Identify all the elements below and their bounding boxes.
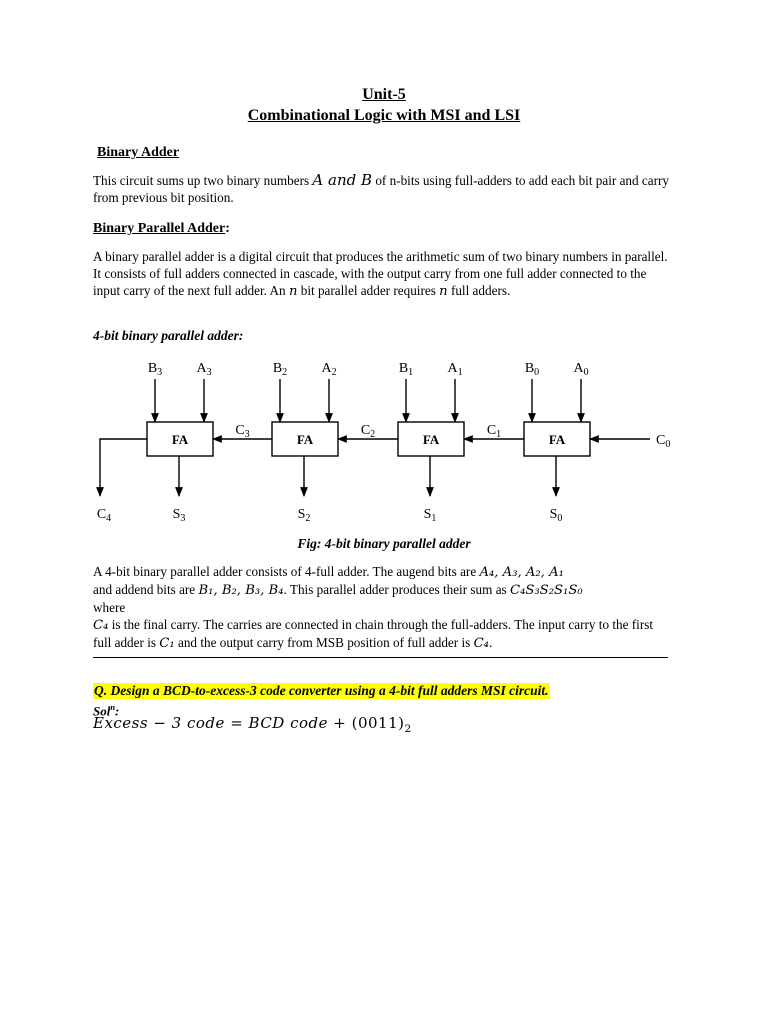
- desc-text-3: . This parallel adder produces their sum as: [283, 582, 510, 597]
- parallel-adder-text-3: full adders.: [447, 283, 511, 298]
- desc-text-2: and addend bits are: [93, 582, 199, 597]
- eq-left: Excess − 3 code: [93, 714, 225, 732]
- full-adder-label: FA: [422, 432, 440, 447]
- input-b-label: $B_1$: [398, 361, 414, 378]
- eq-right: BCD code: [248, 714, 329, 732]
- desc-sum: C₄S₃S₂S₁S₀: [509, 583, 583, 598]
- carry-in-label: $C_0$: [656, 433, 671, 450]
- horizontal-divider: [93, 657, 668, 658]
- excess3-equation: [93, 714, 412, 735]
- parallel-adder-text-2: bit parallel adder requires: [297, 283, 440, 298]
- full-adder-label: FA: [296, 432, 314, 447]
- input-b-label: $B_0$: [524, 361, 540, 378]
- eq-subscript: 2: [404, 723, 412, 735]
- eq-plus: + (0011): [328, 714, 405, 732]
- input-b-label: $B_3$: [147, 361, 163, 378]
- desc-text-7: .: [488, 635, 493, 650]
- full-adder-label: FA: [548, 432, 566, 447]
- desc-text-6: and the output carry from MSB position of full adder is: [174, 635, 474, 650]
- carry-out-label: $C_4$: [96, 507, 112, 524]
- desc-text-4: where: [93, 600, 126, 615]
- desc-c1: C₁: [159, 636, 175, 651]
- description-paragraph: [93, 563, 673, 652]
- input-a-label: $A_2$: [321, 361, 337, 378]
- carry-label: $C_3$: [235, 423, 250, 440]
- question-highlight: Q. Design a BCD-to-excess-3 code converter using a 4-bit full adders MSI circuit.: [94, 683, 549, 698]
- parallel-adder-n1: n: [288, 284, 298, 299]
- carry-label: $C_1$: [486, 423, 502, 440]
- parallel-adder-heading-text: Binary Parallel Adder: [93, 221, 226, 236]
- sol-text: Sol: [93, 703, 111, 719]
- parallel-adder-heading-colon: :: [225, 221, 230, 236]
- parallel-adder-text-1: A binary parallel adder is a digital circuit that produces the arithmetic sum of two binary numbers in parallel. It consists of full adders connected in cascade, with the output carry from one full adder connected to the input carry of the next full adder. An: [93, 249, 668, 298]
- binary-adder-math: A and B: [312, 171, 373, 189]
- desc-addend: B₁, B₂, B₃, B₄: [198, 583, 284, 598]
- sum-label: $S_3$: [172, 507, 186, 524]
- binary-adder-text-post: of n-bits using full-adders to add each bit pair and carry from previous bit position.: [93, 173, 670, 205]
- desc-c4b: C₄: [473, 636, 489, 651]
- parallel-adder-paragraph: [93, 248, 673, 300]
- desc-augend: A₄, A₃, A₂, A₁: [479, 565, 564, 580]
- desc-text-5: is the final carry. The carries are connected in chain through the full-adders. The input carry to the first full adder is: [93, 617, 654, 650]
- input-b-label: $B_2$: [272, 361, 288, 378]
- unit-title: Unit-5: [362, 86, 406, 103]
- parallel-adder-heading: [93, 221, 230, 237]
- sol-superscript: n: [110, 702, 116, 712]
- binary-adder-paragraph: [93, 172, 673, 206]
- desc-c4: C₄: [93, 618, 109, 633]
- full-adder-label: FA: [171, 432, 189, 447]
- figure-caption: Fig: 4-bit binary parallel adder: [297, 536, 471, 551]
- parallel-adder-n2: n: [439, 284, 448, 299]
- eq-equals: =: [224, 714, 249, 732]
- sum-label: $S_2$: [297, 507, 311, 524]
- desc-text-1: A 4-bit binary parallel adder consists of 4-full adder. The augend bits are: [93, 564, 480, 579]
- carry-out-arrow: [100, 439, 147, 496]
- input-a-label: $A_3$: [196, 361, 212, 378]
- sum-label: $S_1$: [423, 507, 437, 524]
- carry-label: $C_2$: [360, 423, 376, 440]
- sol-colon: :: [115, 703, 120, 719]
- input-a-label: $A_0$: [573, 361, 589, 378]
- chapter-title: Combinational Logic with MSI and LSI: [247, 107, 521, 124]
- figure-heading: 4-bit binary parallel adder:: [93, 328, 244, 343]
- parallel-adder-diagram: [88, 352, 688, 528]
- input-a-label: $A_1$: [447, 361, 463, 378]
- binary-adder-heading: Binary Adder: [97, 145, 180, 160]
- sum-label: $S_0$: [549, 507, 563, 524]
- binary-adder-text-pre: This circuit sums up two binary numbers: [93, 173, 313, 188]
